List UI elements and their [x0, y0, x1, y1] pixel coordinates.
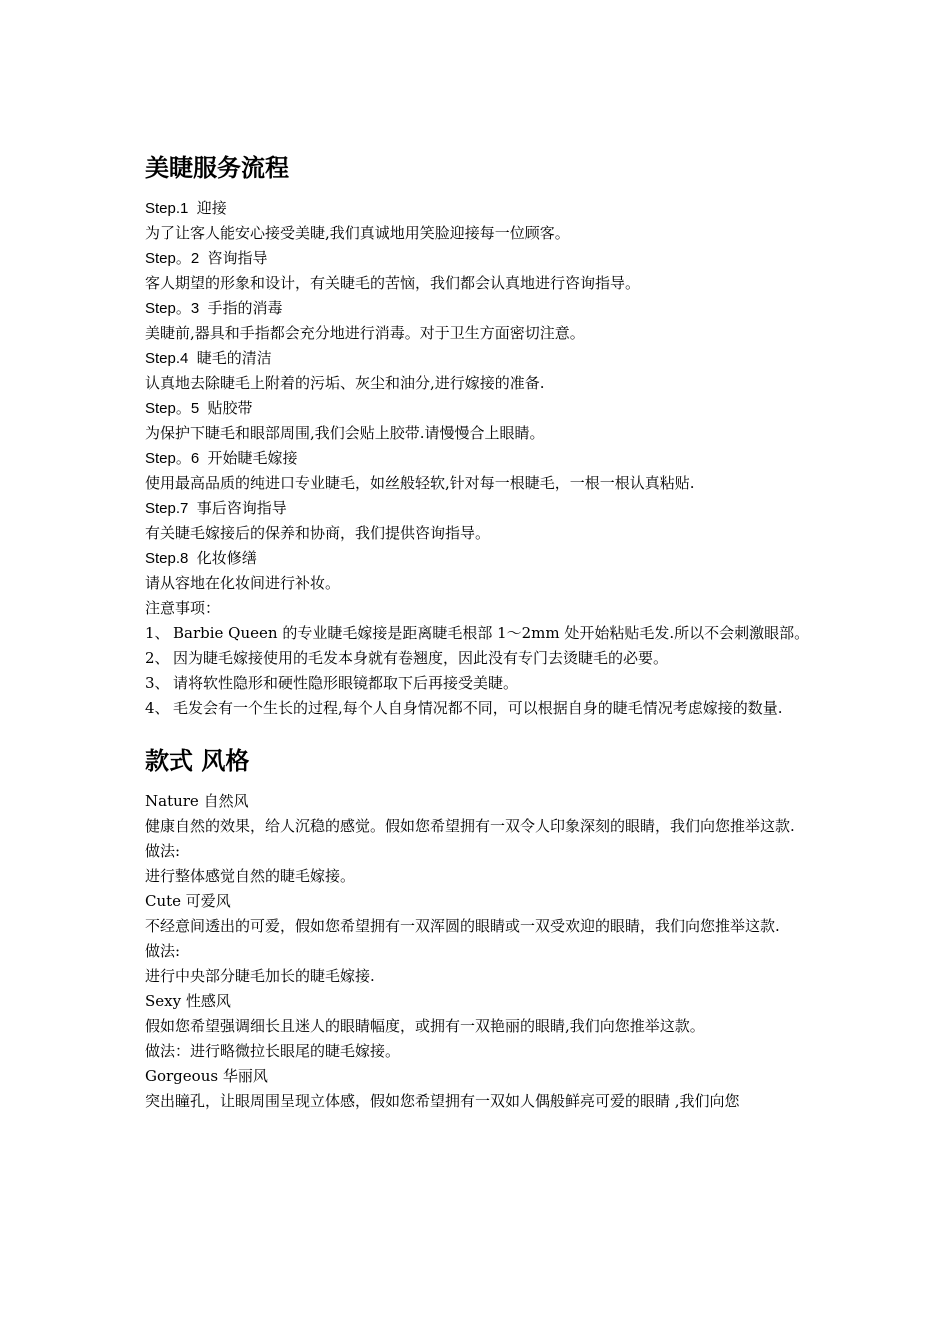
step-label: Step。6: [145, 450, 200, 467]
note-text: 请将软性隐形和硬性隐形眼镜都取下后再接受美睫。: [173, 674, 519, 692]
method-text: 进行整体感觉自然的睫毛嫁接。: [145, 867, 356, 885]
step-heading: [145, 446, 810, 471]
step-heading: [145, 346, 810, 371]
step-name: 贴胶带: [207, 399, 253, 417]
step-name: 开始睫毛嫁接: [207, 449, 298, 467]
document-body: [145, 150, 810, 1114]
step-heading: [145, 196, 810, 221]
step-description: 客人期望的形象和设计，有关睫毛的苦恼，我们都会认真地进行咨询指导。: [145, 274, 641, 292]
style-name: Nature 自然风: [145, 792, 249, 810]
step-description: 请从容地在化妆间进行补妆。: [145, 574, 341, 592]
step-label: Step.8: [145, 550, 189, 567]
note-item: [145, 671, 810, 696]
note-text: Barbie Queen 的专业睫毛嫁接是距离睫毛根部 1～2mm 处开始粘贴毛发.所以不会刺激眼部。: [173, 624, 810, 642]
note-text: 毛发会有一个生长的过程,每个人自身情况都不同，可以根据自身的睫毛情况考虑嫁接的数量.: [173, 699, 783, 717]
step-label: Step。2: [145, 250, 200, 267]
note-number: 3、: [145, 674, 170, 692]
step-heading: [145, 296, 810, 321]
method-label: 做法:: [145, 842, 181, 860]
style-description: 假如您希望强调细长且迷人的眼睛幅度，或拥有一双艳丽的眼睛,我们向您推举这款。: [145, 1017, 705, 1035]
style-name: Sexy 性感风: [145, 992, 231, 1010]
step-name: 迎接: [196, 199, 227, 217]
note-item: [145, 696, 810, 721]
style-name: Cute 可爱风: [145, 892, 231, 910]
style-list: [145, 789, 810, 1114]
section-title-styles: 款式 风格: [145, 747, 250, 775]
method-label: 做法:: [145, 942, 181, 960]
note-number: 1、: [145, 624, 170, 642]
step-name: 手指的消毒: [207, 299, 283, 317]
step-label: Step。3: [145, 300, 200, 317]
style-description: 突出瞳孔，让眼周围呈现立体感，假如您希望拥有一双如人偶般鲜亮可爱的眼睛 ,我们向您: [145, 1092, 740, 1110]
step-description: 认真地去除睫毛上附着的污垢、灰尘和油分,进行嫁接的准备.: [145, 374, 545, 392]
notes-list: [145, 621, 810, 721]
step-description: 美睫前,器具和手指都会充分地进行消毒。对于卫生方面密切注意。: [145, 324, 585, 342]
note-text: 因为睫毛嫁接使用的毛发本身就有卷翘度，因此没有专门去烫睫毛的必要。: [173, 649, 669, 667]
note-number: 4、: [145, 699, 170, 717]
step-description: 有关睫毛嫁接后的保养和协商，我们提供咨询指导。: [145, 524, 491, 542]
method-text: 进行中央部分睫毛加长的睫毛嫁接.: [145, 967, 375, 985]
step-heading: [145, 496, 810, 521]
step-description: 使用最高品质的纯进口专业睫毛，如丝般轻软,针对每一根睫毛，一根一根认真粘贴.: [145, 474, 695, 492]
step-label: Step.1: [145, 200, 189, 217]
step-description: 为保护下睫毛和眼部周围,我们会贴上胶带.请慢慢合上眼睛。: [145, 424, 545, 442]
step-label: Step.4: [145, 350, 189, 367]
notes-title: 注意事项：: [145, 599, 221, 617]
step-name: 化妆修缮: [196, 549, 257, 567]
style-description: 健康自然的效果，给人沉稳的感觉。假如您希望拥有一双令人印象深刻的眼睛，我们向您推举这款.: [145, 817, 795, 835]
style-description: 不经意间透出的可爱，假如您希望拥有一双浑圆的眼睛或一双受欢迎的眼睛，我们向您推举这款.: [145, 917, 780, 935]
section-title-service-process: 美睫服务流程: [145, 154, 289, 182]
step-list: [145, 196, 810, 596]
step-heading: [145, 396, 810, 421]
step-label: Step.7: [145, 500, 189, 517]
step-name: 睫毛的清洁: [196, 349, 272, 367]
note-item: [145, 621, 810, 646]
step-heading: [145, 246, 810, 271]
style-name: Gorgeous 华丽风: [145, 1067, 268, 1085]
method-text: 做法：进行略微拉长眼尾的睫毛嫁接。: [145, 1042, 401, 1060]
note-number: 2、: [145, 649, 170, 667]
note-item: [145, 646, 810, 671]
step-label: Step。5: [145, 400, 200, 417]
step-description: 为了让客人能安心接受美睫,我们真诚地用笑脸迎接每一位顾客。: [145, 224, 570, 242]
step-name: 咨询指导: [207, 249, 268, 267]
step-heading: [145, 546, 810, 571]
step-name: 事后咨询指导: [196, 499, 287, 517]
